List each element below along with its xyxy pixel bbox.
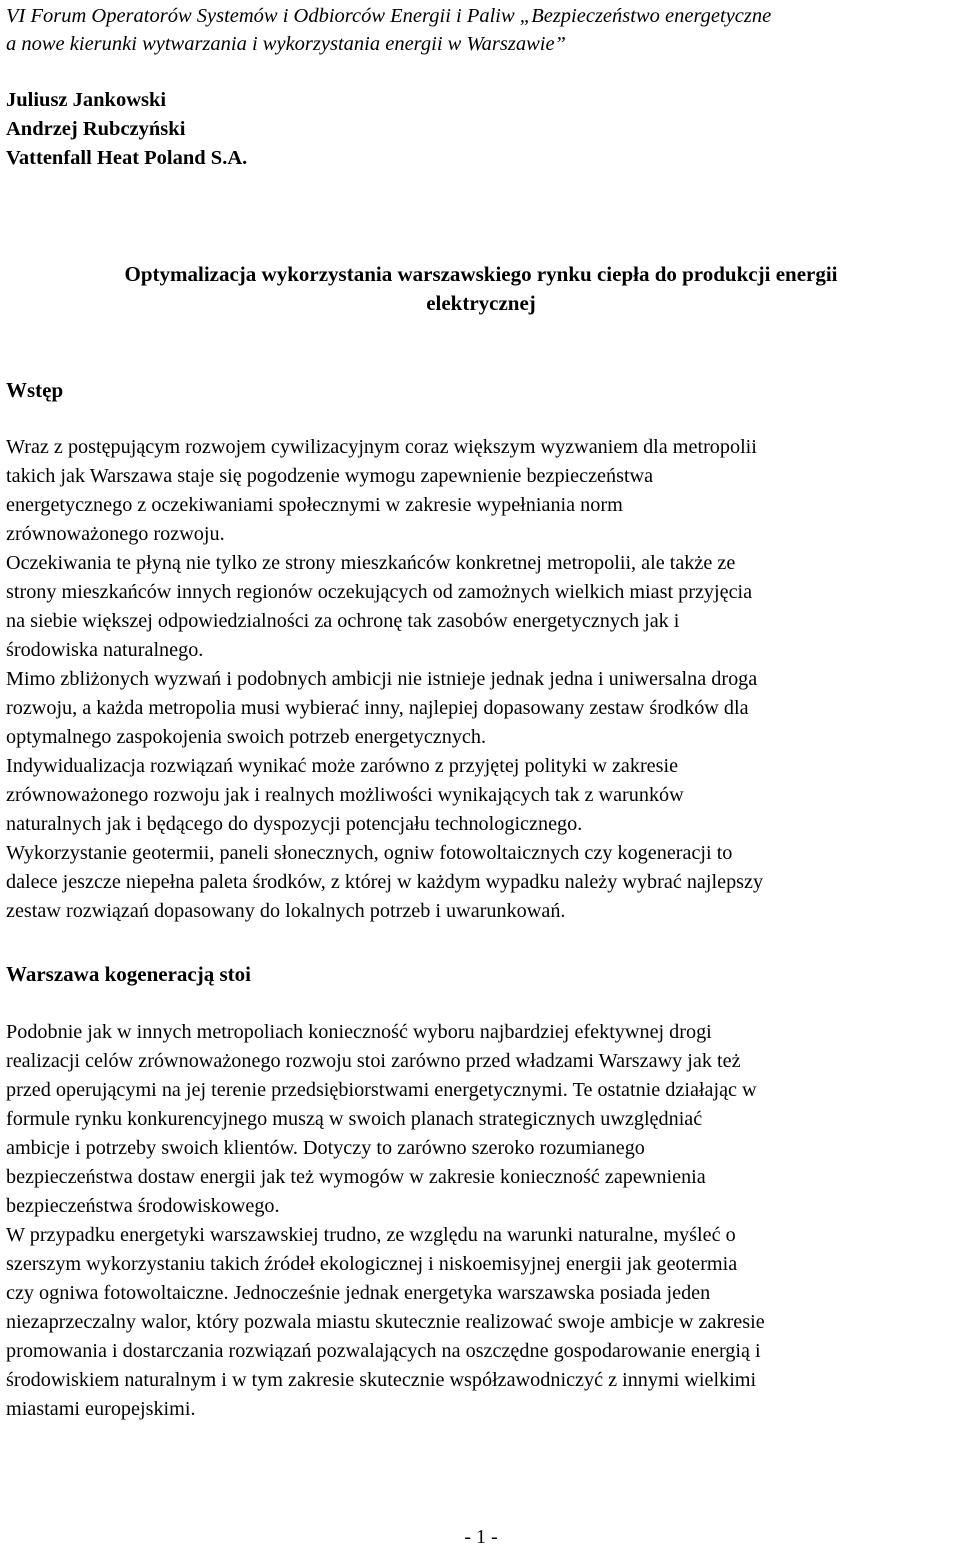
author-2: Andrzej Rubczyński xyxy=(6,118,186,140)
section-heading-cogeneration: Warszawa kogeneracją stoi xyxy=(6,962,251,986)
text-line: na siebie większej odpowiedzialności za ochronę tak zasobów energetycznych jak i xyxy=(6,610,680,632)
cogeneration-body xyxy=(6,1018,960,1424)
document-page xyxy=(6,0,956,1550)
text-line: bezpieczeństwa środowiskowego. xyxy=(6,1195,280,1217)
text-line: bezpieczeństwa dostaw energii jak też wymogów w zakresie konieczność zapewnienia xyxy=(6,1166,706,1188)
text-line: zrównoważonego rozwoju. xyxy=(6,523,225,545)
text-line: Wykorzystanie geotermii, paneli słonecznych, ogniw fotowoltaicznych czy kogeneracji to xyxy=(6,842,733,864)
forum-header-line-1: VI Forum Operatorów Systemów i Odbiorców Energii i Paliw „Bezpieczeństwo energetyczne xyxy=(6,5,772,27)
text-line: środowiska naturalnego. xyxy=(6,639,204,661)
text-line: miastami europejskimi. xyxy=(6,1398,196,1420)
intro-body xyxy=(6,549,960,926)
text-line: promowania i dostarczania rozwiązań pozwalających na oszczędne gospodarowanie energią i xyxy=(6,1340,761,1362)
text-line: strony mieszkańców innych regionów oczekujących od zamożnych wielkich miast przyjęcia xyxy=(6,581,753,603)
text-line: rozwoju, a każda metropolia musi wybierać inny, najlepiej dopasowany zestaw środków dla xyxy=(6,697,749,719)
text-line: Wraz z postępującym rozwojem cywilizacyjnym coraz większym wyzwaniem dla metropolii xyxy=(6,436,757,458)
section-heading-intro: Wstęp xyxy=(6,378,64,402)
page-number: - 1 - xyxy=(464,1526,498,1548)
document-title xyxy=(6,260,956,318)
text-line: Oczekiwania te płyną nie tylko ze strony mieszkańców konkretnej metropolii, ale także ze xyxy=(6,552,736,574)
text-line: Podobnie jak w innych metropoliach konieczność wyboru najbardziej efektywnej drogi xyxy=(6,1021,712,1043)
author-affiliation: Vattenfall Heat Poland S.A. xyxy=(6,147,248,169)
text-line: formule rynku konkurencyjnego muszą w swoich planach strategicznych uwzględniać xyxy=(6,1108,703,1130)
text-line: realizacji celów zrównoważonego rozwoju stoi zarówno przed władzami Warszawy jak też xyxy=(6,1050,741,1072)
text-line: szerszym wykorzystaniu takich źródeł ekologicznej i niskoemisyjnej energii jak geotermia xyxy=(6,1253,738,1275)
text-line: naturalnych jak i będącego do dyspozycji potencjału technologicznego. xyxy=(6,813,583,835)
authors-block xyxy=(6,86,247,173)
text-line: Indywidualizacja rozwiązań wynikać może zarówno z przyjętej polityki w zakresie xyxy=(6,755,679,777)
text-line: niezaprzeczalny walor, który pozwala miastu skutecznie realizować swoje ambicje w zakresie xyxy=(6,1311,765,1333)
text-line: ambicje i potrzeby swoich klientów. Dotyczy to zarówno szeroko rozumianego xyxy=(6,1137,645,1159)
document-title-line-1: Optymalizacja wykorzystania warszawskiego rynku ciepła do produkcji energii xyxy=(124,262,838,286)
text-line: takich jak Warszawa staje się pogodzenie wymogu zapewnienie bezpieczeństwa xyxy=(6,465,654,487)
document-title-line-2: elektrycznej xyxy=(426,291,536,315)
text-line: energetycznego z oczekiwaniami społecznymi w zakresie wypełniania norm xyxy=(6,494,623,516)
text-line: czy ogniwa fotowoltaiczne. Jednocześnie jednak energetyka warszawska posiada jeden xyxy=(6,1282,711,1304)
text-line: Mimo zbliżonych wyzwań i podobnych ambicji nie istnieje jednak jedna i uniwersalna droga xyxy=(6,668,758,690)
text-line: W przypadku energetyki warszawskiej trudno, ze względu na warunki naturalne, myśleć o xyxy=(6,1224,736,1246)
text-line: zestaw rozwiązań dopasowany do lokalnych potrzeb i uwarunkowań. xyxy=(6,900,566,922)
text-line: zrównoważonego rozwoju jak i realnych możliwości wynikających tak z warunków xyxy=(6,784,684,806)
author-1: Juliusz Jankowski xyxy=(6,89,167,111)
text-line: przed operującymi na jej terenie przedsiębiorstwami energetycznymi. Te ostatnie działając w xyxy=(6,1079,757,1101)
intro-paragraph xyxy=(6,433,960,549)
text-line: optymalnego zaspokojenia swoich potrzeb energetycznych. xyxy=(6,726,487,748)
text-line: dalece jeszcze niepełna paleta środków, z której w każdym wypadku należy wybrać najlepszy xyxy=(6,871,764,893)
text-line: środowiskiem naturalnym i w tym zakresie skutecznie współzawodniczyć z innymi wielkimi xyxy=(6,1369,757,1391)
forum-header xyxy=(6,2,956,58)
forum-header-line-2: a nowe kierunki wytwarzania i wykorzystania energii w Warszawie” xyxy=(6,33,566,55)
